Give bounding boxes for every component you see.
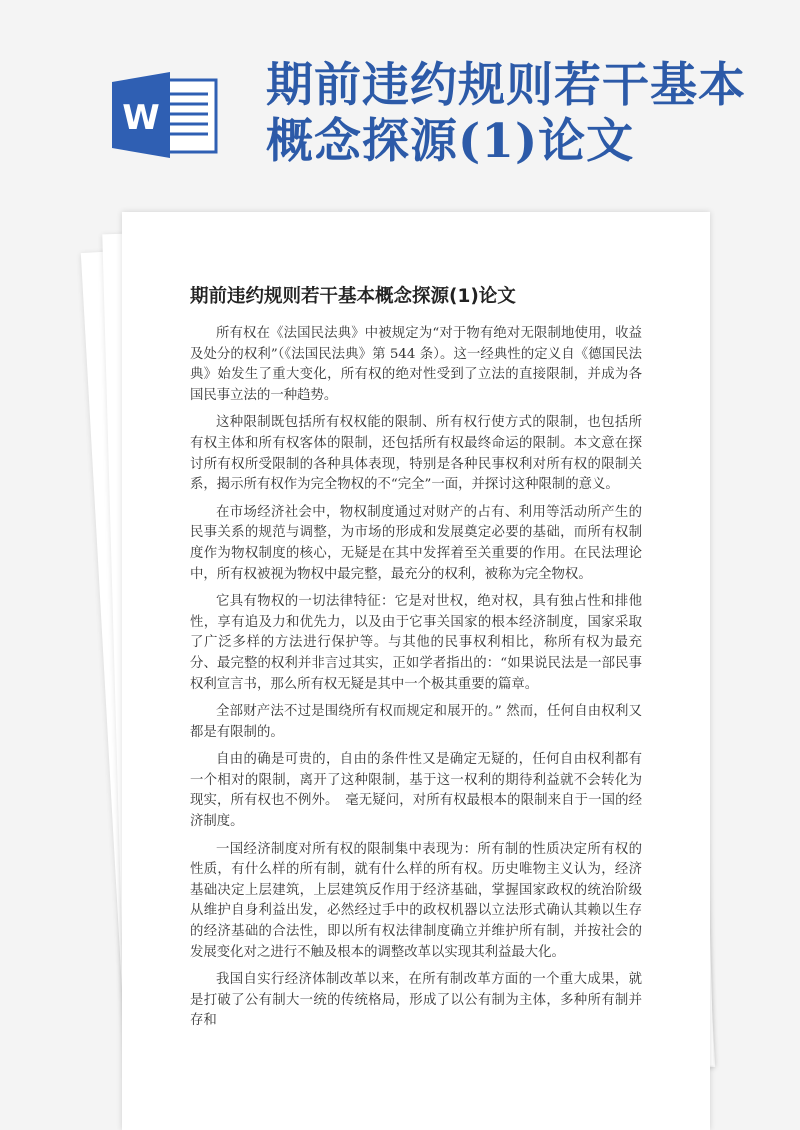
- paragraph: 所有权在《法国民法典》中被规定为“对于物有绝对无限制地使用，收益及处分的权利”（《法国民法典》第 544 条）。这一经典性的定义自《德国民法典》始发生了重大变化，所有权的绝对性受到了立法的直接限制，并成为各国民事立法的一种趋势。: [190, 326, 642, 403]
- paragraph: 在市场经济社会中，物权制度通过对财产的占有、利用等活动所产生的民事关系的规范与调整，为市场的形成和发展奠定必要的基础，而所有权制度作为物权制度的核心，无疑是在其中发挥着至关重要的作用。在民法理论中，所有权被视为物权中最完整，最充分的权利，被称为完全物权。: [190, 504, 642, 582]
- paragraph: 一国经济制度对所有权的限制集中表现为：所有制的性质决定所有权的性质，有什么样的所有制，就有什么样的所有权。历史唯物主义认为，经济基础决定上层建筑，上层建筑反作用于经济基础，掌握国家政权的统治阶级从维护自身利益出发，必然经过手中的政权机器以立法形式确认其赖以生存的经济基础的合法性，即以所有权法律制度确立并维护所有制，并按社会的发展变化对之进行不触及根本的调整改革以实现其利益最大化。: [190, 841, 642, 960]
- paragraph: 我国自实行经济体制改革以来，在所有制改革方面的一个重大成果，就是打破了公有制大一统的传统格局，形成了以公有制为主体，多种所有制并存和: [190, 972, 642, 1029]
- paragraph: 它具有物权的一切法律特征：它是对世权，绝对权，具有独占性和排他性，享有追及力和优先力，以及由于它事关国家的根本经济制度，国家采取了广泛多样的方法进行保护等。与其他的民事权利相比，称所有权为最充分、最完整的权利并非言过其实，正如学者指出的：“如果说民法是一部民事权利宣言书，那么所有权无疑是其中一个极其重要的篇章。: [190, 594, 642, 692]
- word-icon: [112, 72, 220, 158]
- document-body: [190, 324, 642, 1039]
- word-logo-letter: W: [122, 98, 160, 138]
- document-page: [122, 212, 710, 1130]
- paragraph: 全部财产法不过是围绕所有权而规定和展开的。” 然而，任何自由权利又都是有限制的。: [190, 704, 642, 740]
- document-title: 期前违约规则若干基本概念探源(1)论文: [190, 286, 516, 307]
- paragraph: 这种限制既包括所有权权能的限制、所有权行使方式的限制，也包括所有权主体和所有权客体的限制，还包括所有权最终命运的限制。本文意在探讨所有权所受限制的各种具体表现，特别是各种民事权利对所有权的限制关系，揭示所有权作为完全物权的不“完全”一面，并探讨这种限制的意义。: [190, 415, 642, 493]
- paragraph: 自由的确是可贵的，自由的条件性又是确定无疑的，任何自由权利都有一个相对的限制，离开了这种限制，基于这一权利的期待利益就不会转化为现实，所有权也不例外。 毫无疑问，对所有权最根本的限制来自于一国的经济制度。: [190, 752, 642, 830]
- banner: [0, 0, 800, 200]
- banner-title: 期前违约规则若干基本概念探源(1)论文: [266, 58, 746, 169]
